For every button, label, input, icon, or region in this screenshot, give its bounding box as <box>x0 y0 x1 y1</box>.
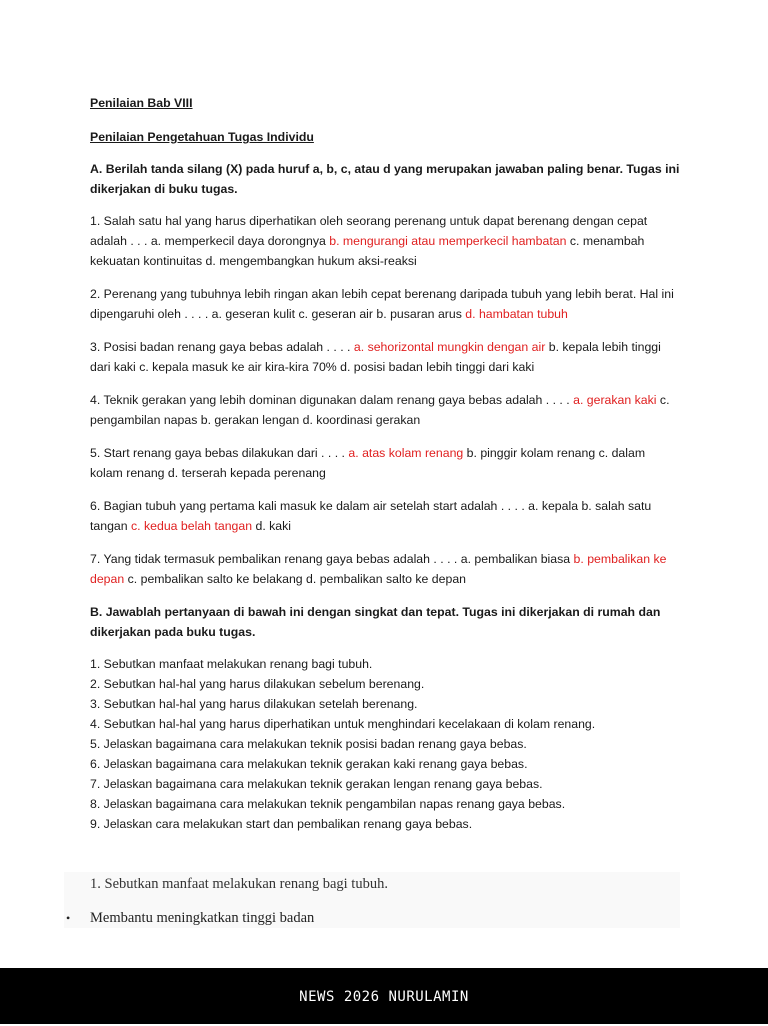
list-item: 8. Jelaskan bagaimana cara melakukan teknik pengambilan napas renang gaya bebas. <box>90 797 566 811</box>
question-text: c. menambah kekuatan kontinuitas d. mengembangkan hukum aksi-reaksi <box>90 234 645 268</box>
question-text: 7. Yang tidak termasuk pembalikan renang gaya bebas adalah . . . . a. pembalikan biasa <box>90 552 574 566</box>
question-a-6 <box>90 496 680 536</box>
question-text: 4. Teknik gerakan yang lebih dominan digunakan dalam renang gaya bebas adalah . . . . <box>90 393 574 407</box>
list-item: 7. Jelaskan bagaimana cara melakukan teknik gerakan lengan renang gaya bebas. <box>90 777 543 791</box>
list-item: 3. Sebutkan hal-hal yang harus dilakukan setelah berenang. <box>90 697 418 711</box>
list-item: 9. Jelaskan cara melakukan start dan pembalikan renang gaya bebas. <box>90 817 473 831</box>
answer-highlight: a. sehorizontal mungkin dengan air <box>353 340 546 354</box>
question-text: 6. Bagian tubuh yang pertama kali masuk ke dalam air setelah start adalah . . . . a. kepala b. salah satu tangan <box>90 499 652 533</box>
list-item: 5. Jelaskan bagaimana cara melakukan teknik posisi badan renang gaya bebas. <box>90 737 527 751</box>
bullet-icon: • <box>66 911 71 925</box>
answer-highlight: c. kedua belah tangan <box>131 519 253 533</box>
document-body <box>90 93 680 834</box>
question-text: c. pengambilan napas b. gerakan lengan d. koordinasi gerakan <box>90 393 670 427</box>
question-a-3 <box>90 337 680 377</box>
question-text: d. kaki <box>252 519 292 533</box>
question-a-1 <box>90 211 680 271</box>
answer-item-text: Membantu meningkatkan tinggi badan <box>90 910 315 926</box>
section-a-heading: A. Berilah tanda silang (X) pada huruf a, b, c, atau d yang merupakan jawaban paling benar. Tugas ini dikerjakan di buku tugas. <box>90 162 680 196</box>
list-item: 4. Sebutkan hal-hal yang harus diperhatikan untuk menghindari kecelakaan di kolam renang. <box>90 717 596 731</box>
document-subtitle: Penilaian Pengetahuan Tugas Individu <box>90 130 314 144</box>
question-a-5 <box>90 443 680 483</box>
question-text: 5. Start renang gaya bebas dilakukan dari . . . . <box>90 446 349 460</box>
question-a-4 <box>90 390 680 430</box>
answer-highlight: a. gerakan kaki <box>573 393 657 407</box>
document-title: Penilaian Bab VIII <box>90 96 193 110</box>
answer-highlight: b. pembalikan ke depan <box>90 552 667 586</box>
list-item: 2. Sebutkan hal-hal yang harus dilakukan sebelum berenang. <box>90 677 425 691</box>
answer-highlight: a. atas kolam renang <box>348 446 464 460</box>
answer-bullet-item <box>66 910 314 927</box>
question-a-7 <box>90 549 680 589</box>
question-text: b. kepala lebih tinggi dari kaki c. kepala masuk ke air kira-kira 70% d. posisi badan lebih tinggi dari kaki <box>90 340 661 374</box>
section-b-heading: B. Jawablah pertanyaan di bawah ini dengan singkat dan tepat. Tugas ini dikerjakan di rumah dan dikerjakan pada buku tugas. <box>90 605 661 639</box>
answer-question: 1. Sebutkan manfaat melakukan renang bagi tubuh. <box>90 876 388 892</box>
question-text: 2. Perenang yang tubuhnya lebih ringan akan lebih cepat berenang daripada tubuh yang lebih berat. Hal ini dipengaruhi oleh . . . . a. geseran kulit c. geseran air b. pusaran arus <box>90 287 674 321</box>
footer-text: NEWS 2026 NURULAMIN <box>299 989 469 1005</box>
question-text: 1. Salah satu hal yang harus diperhatikan oleh seorang perenang untuk dapat berenang dengan cepat adalah . . . a. memperkecil daya dorongnya <box>90 214 648 248</box>
list-item: 1. Sebutkan manfaat melakukan renang bagi tubuh. <box>90 657 373 671</box>
list-item: 6. Jelaskan bagaimana cara melakukan teknik gerakan kaki renang gaya bebas. <box>90 757 528 771</box>
question-a-2 <box>90 284 680 324</box>
section-b-question-list <box>90 654 680 834</box>
answer-highlight: d. hambatan tubuh <box>465 307 568 321</box>
question-text: c. pembalikan salto ke belakang d. pembalikan salto ke depan <box>124 572 467 586</box>
answer-highlight: b. mengurangi atau memperkecil hambatan <box>329 234 567 248</box>
footer-banner <box>0 968 768 1024</box>
question-text: 3. Posisi badan renang gaya bebas adalah . . . . <box>90 340 354 354</box>
question-text: b. pinggir kolam renang c. dalam kolam renang d. terserah kepada perenang <box>90 446 646 480</box>
